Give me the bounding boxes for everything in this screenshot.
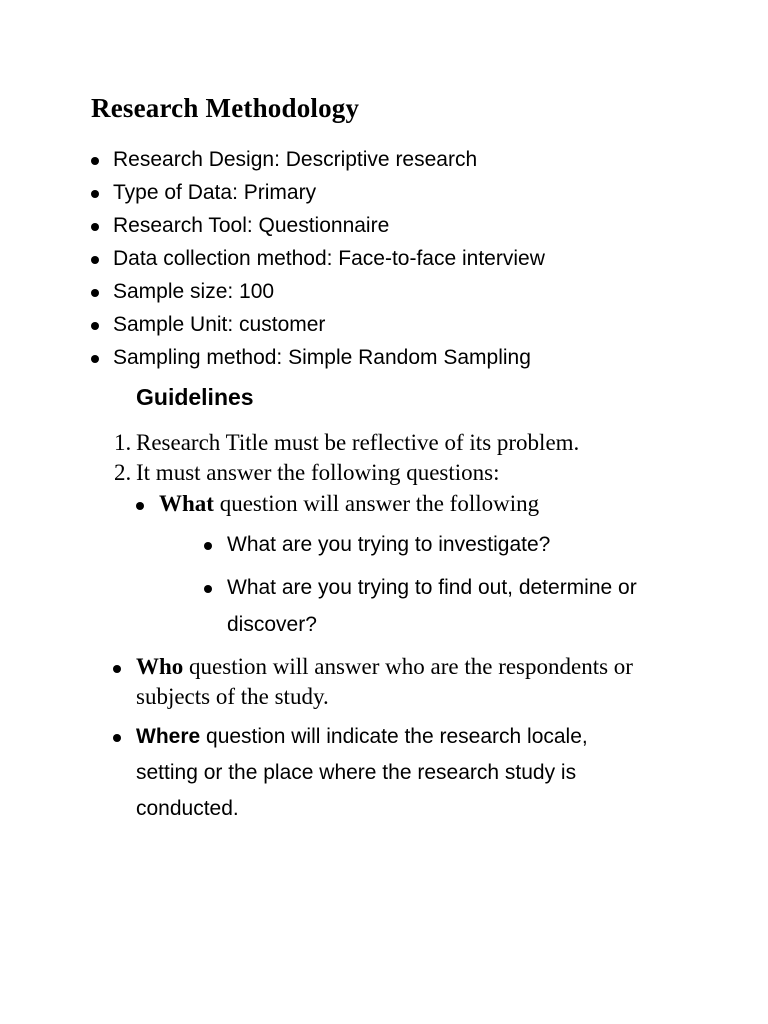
where-label: Where [136, 725, 201, 748]
bullet-icon [91, 157, 99, 165]
bullet-icon [91, 289, 99, 297]
where-item-continued: setting or the place where the research study is [136, 761, 577, 784]
who-item [136, 654, 633, 680]
what-label: What [159, 491, 214, 516]
list-item: Type of Data: Primary [113, 181, 317, 204]
list-item: Data collection method: Face-to-face interview [113, 247, 545, 270]
where-item [136, 725, 588, 749]
list-item: Sample size: 100 [113, 280, 275, 303]
list-item: Research Design: Descriptive research [113, 148, 478, 171]
bullet-icon [113, 734, 121, 742]
where-item-continued: conducted. [136, 797, 239, 820]
what-text: question will answer the following [213, 491, 540, 516]
list-number: 2. [114, 460, 132, 485]
bullet-icon [91, 223, 99, 231]
list-item-continued: discover? [227, 613, 317, 636]
where-text: question will indicate the research locale, [200, 725, 588, 748]
list-item: Sample Unit: customer [113, 313, 326, 336]
what-item [159, 491, 539, 517]
who-item-continued: subjects of the study. [136, 684, 329, 709]
bullet-icon [204, 585, 212, 593]
list-item: It must answer the following questions: [136, 460, 500, 485]
who-label: Who [136, 654, 184, 679]
bullet-icon [91, 322, 99, 330]
bullet-icon [91, 190, 99, 198]
list-item: What are you trying to find out, determine or [227, 576, 637, 599]
list-number: 1. [114, 430, 132, 455]
bullet-icon [91, 355, 99, 363]
list-item: Sampling method: Simple Random Sampling [113, 346, 531, 369]
bullet-icon [204, 542, 212, 550]
bullet-icon [113, 665, 121, 673]
who-text: question will answer who are the respondents or [183, 654, 633, 679]
list-item: What are you trying to investigate? [227, 533, 551, 556]
bullet-icon [91, 256, 99, 264]
list-item: Research Tool: Questionnaire [113, 214, 390, 237]
page-title: Research Methodology [91, 93, 360, 123]
bullet-icon [136, 502, 144, 510]
list-item: Research Title must be reflective of its problem. [136, 430, 580, 455]
guidelines-heading: Guidelines [136, 384, 254, 410]
